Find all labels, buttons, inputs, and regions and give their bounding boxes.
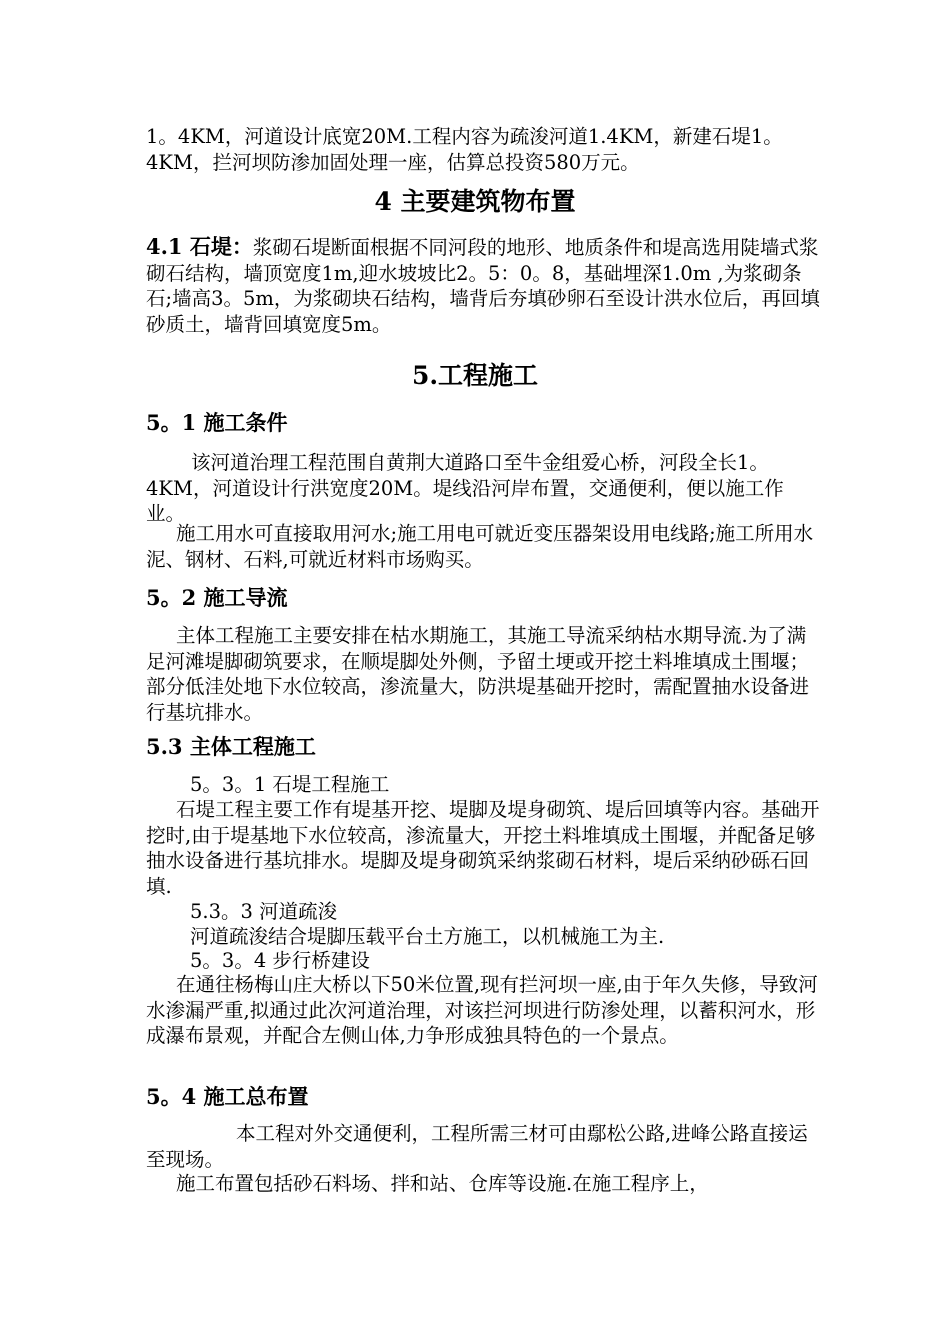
section-5-2-heading: 5。2 施工导流 <box>146 585 288 610</box>
section-4-1-label: 4.1 石堤： <box>146 234 253 259</box>
section-5-1-paragraph-2: 施工用水可直接取用河水;施工用电可就近变压器架设用电线路;施工所用水泥、钢材、石料,可就近材料市场购买。 <box>146 522 814 571</box>
section-4-1-text: 浆砌石堤断面根据不同河段的地形、地质条件和堤高选用陡墙式浆砌石结构，墙顶宽度1m,迎水坡坡比2。5：0。8，基础埋深1.0m ,为浆砌条石;墙高3。5m，为浆砌块石结构，墙背后夯填砂卵石至设计洪水位后，再回填砂质土，墙背回填宽度5m。 <box>146 236 820 336</box>
intro-paragraph: 1。4KM，河道设计底宽20M.工程内容为疏浚河道1.4KM，新建石堤1。4KM，拦河坝防渗加固处理一座，估算总投资580万元。 <box>146 125 783 174</box>
section-5-4-heading: 5。4 施工总布置 <box>146 1084 309 1109</box>
section-5-3-3-paragraph: 河道疏浚结合堤脚压载平台土方施工，以机械施工为主. <box>190 925 665 948</box>
section-5-4-paragraph-1: 本工程对外交通便利，工程所需三材可由鄢松公路,进峰公路直接运至现场。 <box>146 1122 808 1171</box>
section-5-heading: 5.工程施工 <box>411 361 539 390</box>
section-5-3-1-heading: 5。3。1 石堤工程施工 <box>190 773 390 796</box>
section-5-3-1-paragraph: 石堤工程主要工作有堤基开挖、堤脚及堤身砌筑、堤后回填等内容。基础开挖时,由于堤基地下水位较高，渗流量大，开挖土料堆填成土围堰，并配备足够抽水设备进行基坑排水。堤脚及堤身砌筑采纳浆砌石材料，堤后采纳砂砾石回填. <box>146 798 820 898</box>
section-5-3-heading: 5.3 主体工程施工 <box>146 734 316 759</box>
section-4-1-paragraph <box>146 234 821 337</box>
section-5-4-paragraph-2: 施工布置包括砂石料场、拌和站、仓库等设施.在施工程序上， <box>176 1172 709 1195</box>
section-5-2-paragraph: 主体工程施工主要安排在枯水期施工，其施工导流采纳枯水期导流.为了满足河滩堤脚砌筑要求，在顺堤脚处外侧，予留土埂或开挖土料堆填成土围堰；部分低洼处地下水位较高，渗流量大，防洪堤基础开挖时，需配置抽水设备进行基坑排水。 <box>146 624 810 724</box>
section-5-1-heading: 5。1 施工条件 <box>146 410 288 435</box>
section-5-1-paragraph-1: 该河道治理工程范围自黄荆大道路口至牛金组爱心桥，河段全长1。4KM，河道设计行洪宽度20M。堤线沿河岸布置，交通便利，便以施工作业。 <box>146 451 784 525</box>
section-5-3-3-heading: 5.3。3 河道疏浚 <box>190 900 338 923</box>
section-4-heading: 4 主要建筑物布置 <box>374 187 576 216</box>
section-5-3-4-heading: 5。3。4 步行桥建设 <box>190 949 370 972</box>
section-5-3-4-paragraph: 在通往杨梅山庄大桥以下50米位置,现有拦河坝一座,由于年久失修，导致河水渗漏严重,拟通过此次河道治理，对该拦河坝进行防渗处理，以蓄积河水，形成瀑布景观，并配合左侧山体,力争形成独具特色的一个景点。 <box>146 973 818 1047</box>
